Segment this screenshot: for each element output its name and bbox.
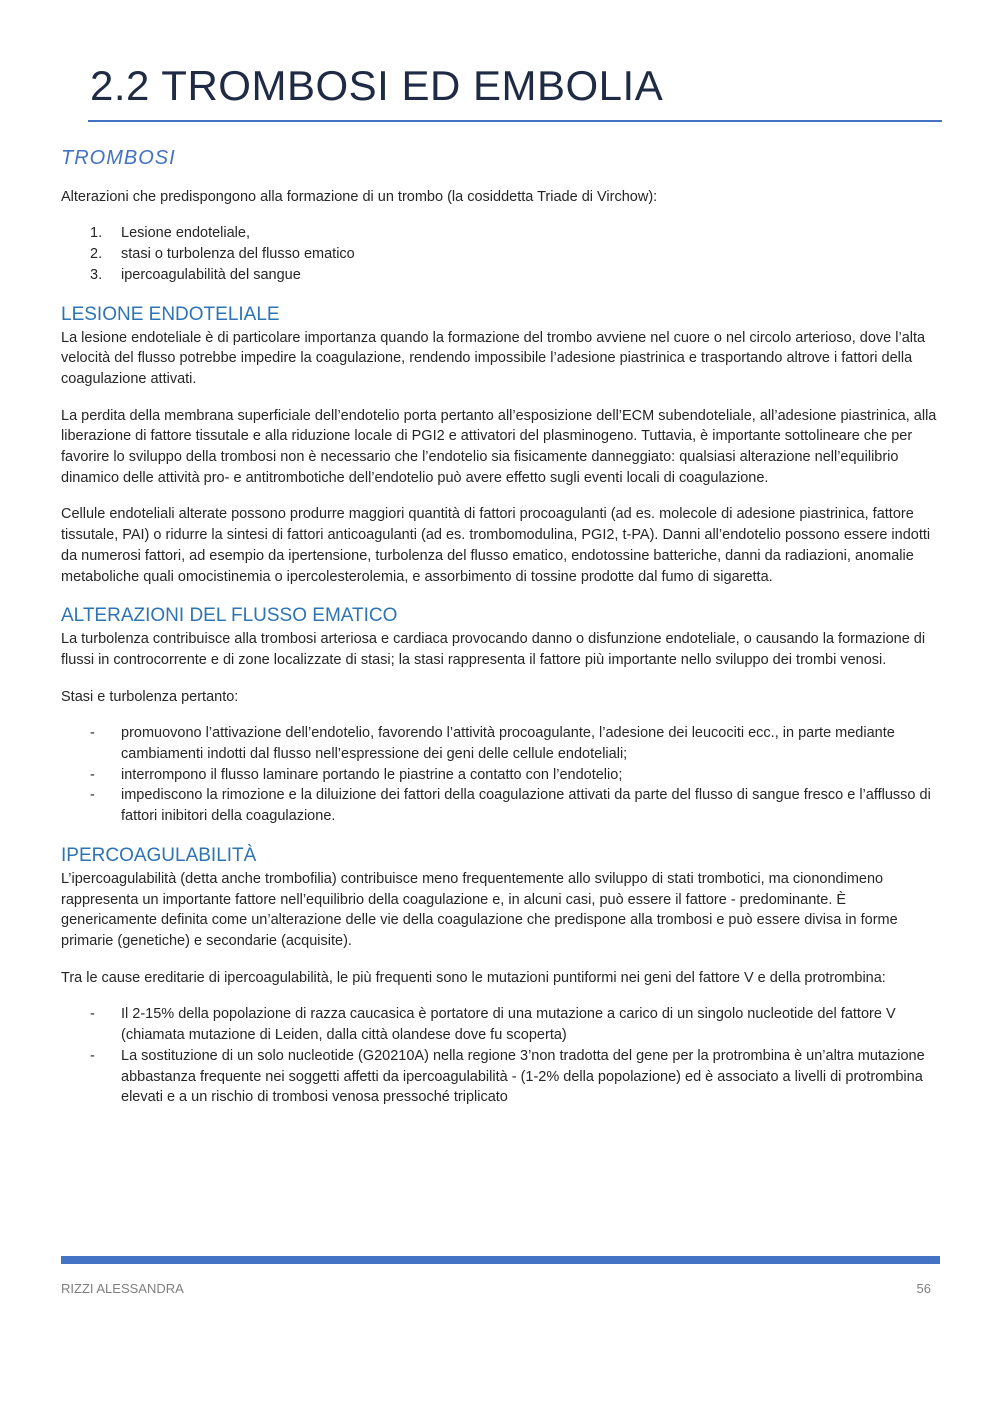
paragraph: L’ipercoagulabilità (detta anche trombofilia) contribuisce meno frequentemente allo sviluppo di stati trombotici, ma cionondimeno rappresenta un importante fattore nell’equilibrio della coagulazione e, in alcuni casi, può essere il fattore - predominante. È genericamente definita come un’alterazione delle vie della coagulazione che predispone alla trombosi e può essere divisa in forme primarie (genetiche) e secondarie (acquisite). — [61, 870, 898, 949]
heading-alterazioni-flusso: ALTERAZIONI DEL FLUSSO EMATICO — [61, 605, 398, 627]
list-item-text: ipercoagulabilità del sangue — [121, 266, 301, 283]
list-dash: - — [90, 787, 95, 804]
title-rule — [88, 120, 942, 122]
list-dash: - — [90, 766, 95, 783]
flusso-list — [61, 723, 941, 827]
heading-ipercoagulabilita: IPERCOAGULABILITÀ — [61, 844, 257, 866]
paragraph: La lesione endoteliale è di particolare importanza quando la formazione del trombo avviene nel cuore o nel circolo arterioso, dove l’alta velocità del flusso potrebbe impedire la coagulazione, rendendo impossibile l’adesione piastrinica e trasportando altrove i fattori della coagulazione attivati. — [61, 329, 926, 387]
list-item — [61, 265, 941, 286]
list-item — [61, 1046, 941, 1108]
list-item — [61, 785, 941, 826]
paragraph: Stasi e turbolenza pertanto: — [61, 688, 239, 705]
iper-list — [61, 1004, 941, 1108]
list-item-text: impediscono la rimozione e la diluizione dei fattori della coagulazione attivati da parte del flusso di sangue fresco e l’afflusso di fattori inibitori della coagulazione. — [121, 787, 931, 825]
trombosi-intro: Alterazioni che predispongono alla formazione di un trombo (la cosiddetta Triade di Virchow): — [61, 188, 658, 205]
list-item — [61, 723, 941, 764]
list-item-text: La sostituzione di un solo nucleotide (G20210A) nella regione 3’non tradotta del gene per la protrombina è un’altra mutazione abbastanza frequente nei soggetti affetti da ipercoagulabilità - (1-2% della popolazione) ed è associato a livelli di protrombina elevati e a un rischio di trombosi venosa pressoché triplicato — [121, 1047, 925, 1106]
list-number: 2. — [90, 246, 103, 263]
paragraph: Tra le cause ereditarie di ipercoagulabilità, le più frequenti sono le mutazioni puntiformi nei geni del fattore V e della protrombina: — [61, 969, 886, 986]
list-dash: - — [90, 725, 95, 742]
list-item — [61, 223, 941, 244]
paragraph: Cellule endoteliali alterate possono produrre maggiori quantità di fattori procoagulanti (ad es. molecole di adesione piastrinica, fattore tissutale, PAI) o ridurre la sintesi di fattori anticoagulanti (ad es. trombomodulina, PGI2, t-PA). Danni all’endotelio possono essere indotti da numerosi fattori, ad esempio da ipertensione, turbolenza del flusso ematico, endotossine batteriche, danni da radiazioni, anomalie metaboliche quali omocistinemia o ipercolesterolemia, e assorbimento di tossine prodotte dal fumo di sigaretta. — [61, 506, 931, 585]
footer-author: RIZZI ALESSANDRA — [61, 1281, 184, 1296]
list-dash: - — [90, 1047, 95, 1064]
list-number: 3. — [90, 266, 103, 283]
footer-bar — [61, 1256, 940, 1264]
list-dash: - — [90, 1006, 95, 1023]
list-item — [61, 765, 941, 786]
section-title-trombosi: TROMBOSI — [61, 147, 176, 169]
heading-lesione-endoteliale: LESIONE ENDOTELIALE — [61, 303, 280, 325]
paragraph: La perdita della membrana superficiale dell’endotelio porta pertanto all’esposizione dell’ECM subendoteliale, all’adesione piastrinica, alla liberazione di fattore tissutale e alla riduzione locale di PGI2 e attivatori del plasminogeno. Tuttavia, è importante sottolineare che per favorire lo sviluppo della trombosi non è necessario che l’endotelio sia fisicamente danneggiato: qualsiasi alterazione nell’equilibrio dinamico delle attività pro- e antitrombotiche dell’endotelio può avere effetto sugli eventi locali di coagulazione. — [61, 407, 937, 486]
list-item-text: promuovono l’attivazione dell’endotelio, favorendo l’attività procoagulante, l’adesione dei leucociti ecc., in parte mediante cambiamenti indotti dal flusso nell’espressione dei geni delle cellule endoteliali; — [121, 725, 895, 763]
page-content — [61, 148, 941, 1124]
page-number: 56 — [916, 1281, 931, 1296]
list-item — [61, 1004, 941, 1045]
chapter-title: 2.2 TROMBOSI ED EMBOLIA — [90, 62, 664, 109]
virchow-triad-list — [61, 223, 941, 285]
list-item — [61, 244, 941, 265]
list-item-text: interrompono il flusso laminare portando le piastrine a contatto con l’endotelio; — [121, 766, 623, 783]
list-item-text: stasi o turbolenza del flusso ematico — [121, 246, 355, 263]
list-number: 1. — [90, 225, 103, 242]
list-item-text: Lesione endoteliale, — [121, 225, 250, 242]
list-item-text: Il 2-15% della popolazione di razza caucasica è portatore di una mutazione a carico di un singolo nucleotide del fattore V (chiamata mutazione di Leiden, dalla città olandese dove fu scoperta) — [121, 1006, 896, 1044]
paragraph: La turbolenza contribuisce alla trombosi arteriosa e cardiaca provocando danno o disfunzione endoteliale, o causando la formazione di flussi in controcorrente e di zone localizzate di stasi; la stasi rappresenta il fattore più importante nello sviluppo dei trombi venosi. — [61, 631, 926, 668]
